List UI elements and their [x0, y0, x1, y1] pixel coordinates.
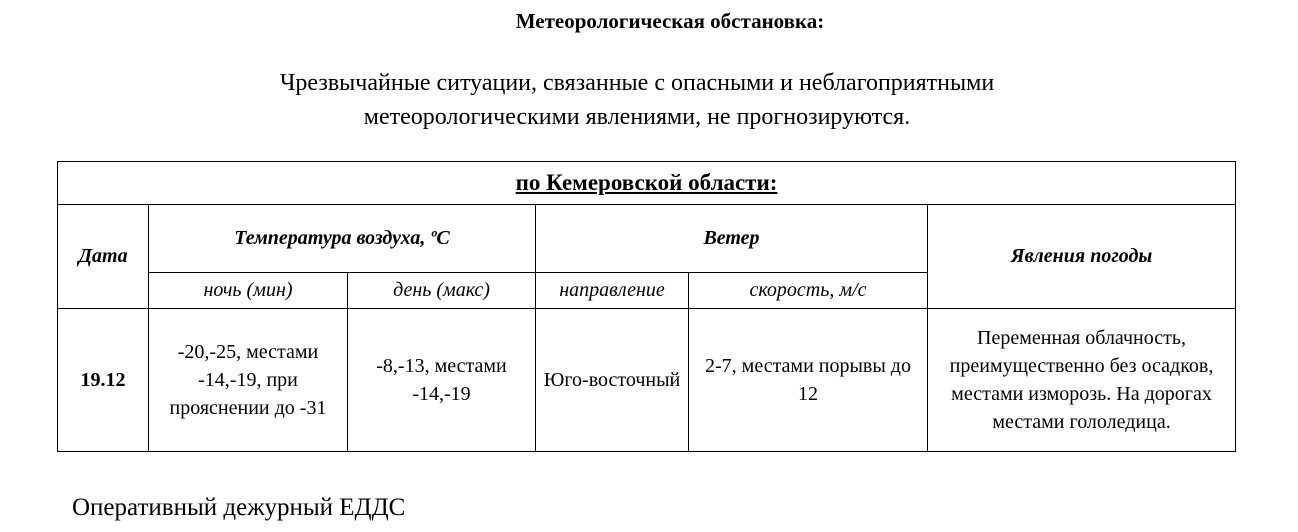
- date-header: Дата: [58, 205, 149, 309]
- day-temp-cell: -8,-13, местами -14,-19: [348, 309, 536, 452]
- forecast-table: [57, 161, 1236, 452]
- region-title: по Кемеровской области:: [58, 162, 1236, 205]
- night-subheader: ночь (мин): [149, 273, 348, 309]
- wind-speed-cell: 2-7, местами порывы до 12: [689, 309, 928, 452]
- speed-subheader: скорость, м/с: [689, 273, 928, 309]
- temperature-header: Температура воздуха, ºС: [149, 205, 536, 273]
- page-title: Метеорологическая обстановка:: [515, 9, 825, 33]
- signature: Оперативный дежурный ЕДДС: [72, 494, 406, 521]
- date-cell: 19.12: [58, 309, 149, 452]
- night-temp-cell: -20,-25, местами -14,-19, при прояснении до -31: [149, 309, 348, 452]
- direction-subheader: направление: [536, 273, 689, 309]
- wind-header: Ветер: [536, 205, 928, 273]
- phenomena-cell: Переменная облачность, преимущественно без осадков, местами изморозь. На дорогах местами гололедица.: [928, 309, 1236, 452]
- phenomena-header: Явления погоды: [928, 205, 1236, 309]
- notice-line-2: метеорологическими явлениями, не прогнозируются.: [363, 104, 911, 130]
- notice-line-1: Чрезвычайные ситуации, связанные с опасными и неблагоприятными: [279, 70, 995, 96]
- notice-text: [0, 66, 1274, 134]
- table-row: [58, 309, 1236, 452]
- day-subheader: день (макс): [348, 273, 536, 309]
- wind-direction-cell: Юго-восточный: [536, 309, 689, 452]
